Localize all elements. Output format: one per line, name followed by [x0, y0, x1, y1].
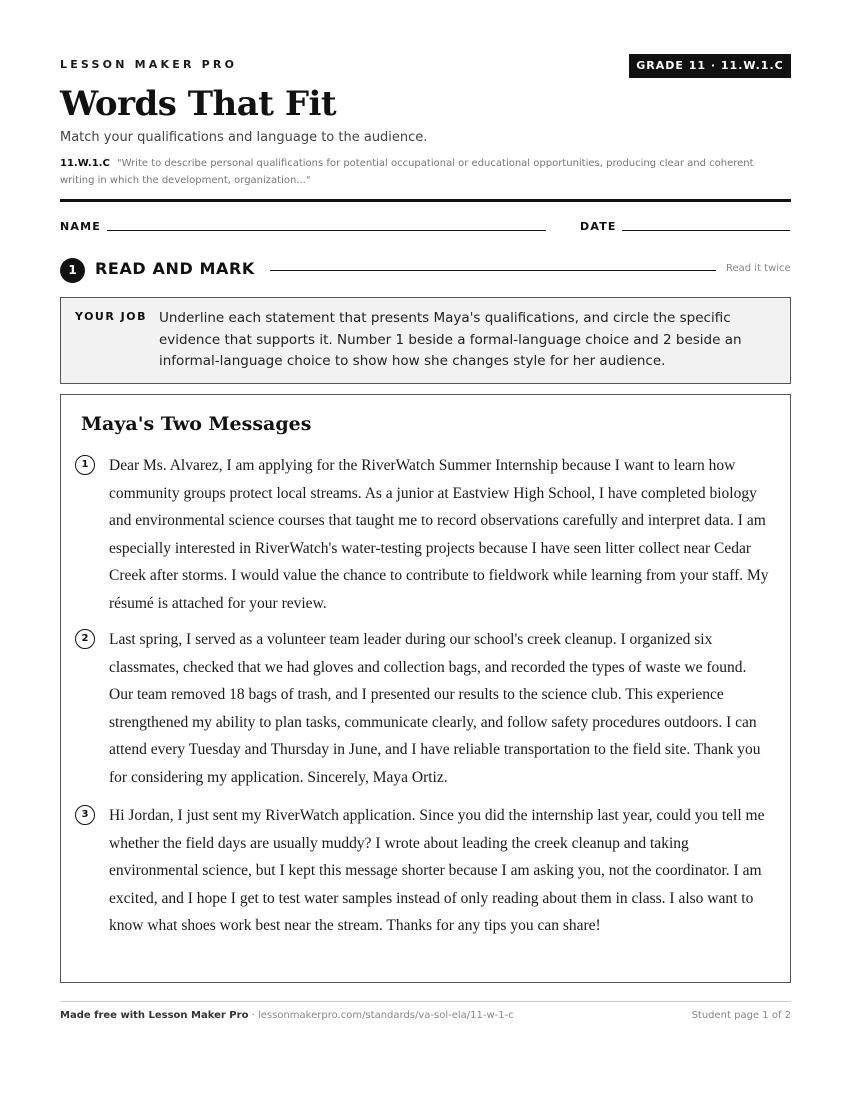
- footer-page-number: Student page 1 of 2: [691, 1010, 791, 1021]
- page-subtitle: Match your qualifications and language to the audience.: [60, 130, 428, 145]
- name-field[interactable]: [107, 230, 546, 231]
- section-divider: [270, 270, 716, 271]
- page-title: Words That Fit: [60, 84, 337, 124]
- brand-name: LESSON MAKER PRO: [60, 58, 238, 71]
- footer-made-with: Made free with Lesson Maker Pro: [60, 1010, 249, 1021]
- grade-badge: GRADE 11 · 11.W.1.C: [629, 54, 791, 78]
- header-divider: [60, 199, 791, 202]
- paragraph-text: Hi Jordan, I just sent my RiverWatch application. Since you did the internship last year, could you tell me whether the field days are usually muddy? I wrote about leading the creek cleanup and taking environmental science, but I kept this message shorter because I am asking you, not the coordinator. I am excited, and I hope I get to test water samples instead of only reading about them in class. I also want to know what shoes work best near the stream. Thanks for any tips you can share!: [109, 807, 765, 935]
- paragraph-text: Last spring, I served as a volunteer team leader during our school's creek cleanup. I organized six classmates, checked that we had gloves and collection bags, and recorded the types of waste we found. Our team removed 18 bags of trash, and I presented our results to the science club. This experience strengthened my ability to plan tasks, communicate clearly, and follow safety procedures outdoors. I can attend every Tuesday and Thursday in June, and I have reliable transportation to the field site. Thank you for considering my application. Sincerely, Maya Ortiz.: [109, 631, 761, 786]
- date-field[interactable]: [622, 230, 790, 231]
- standard-code: 11.W.1.C: [60, 158, 110, 169]
- paragraph-text: Dear Ms. Alvarez, I am applying for the RiverWatch Summer Internship because I want to learn how community groups protect local streams. As a junior at Eastview High School, I have completed biology and environmental science courses that taught me to record observations carefully and interpret data. I am especially interested in RiverWatch's water-testing projects because I have seen litter collect near Cedar Creek after storms. I would value the chance to contribute to fieldwork while learning from your staff. My résumé is attached for your review.: [109, 457, 769, 612]
- date-label: DATE: [580, 220, 617, 233]
- instructions-text: Underline each statement that presents Maya's qualifications, and circle the specific evidence that supports it. Number 1 beside a formal-language choice and 2 beside an informal-language choice to show how she changes style for her audience.: [159, 310, 742, 369]
- instructions-box: [60, 297, 791, 384]
- reading-title: Maya's Two Messages: [81, 413, 312, 435]
- footer-url[interactable]: · lessonmakerpro.com/standards/va-sol-ela/11-w-1-c: [248, 1010, 514, 1021]
- paragraph-number-badge: 2: [75, 629, 95, 649]
- instructions-label: YOUR JOB: [75, 310, 147, 323]
- name-label: NAME: [60, 220, 101, 233]
- section-title: READ AND MARK: [95, 259, 255, 278]
- footer-divider: [60, 1001, 791, 1002]
- paragraph-number-badge: 1: [75, 455, 95, 475]
- reading-passage-box: [60, 394, 791, 983]
- standard-description: [60, 155, 790, 189]
- paragraph-number-badge: 3: [75, 805, 95, 825]
- section-number-badge: 1: [60, 258, 85, 283]
- standard-text: "Write to describe personal qualifications for potential occupational or educational opportunities, producing clear and coherent writing in which the development, organization...": [60, 158, 754, 186]
- section-hint: Read it twice: [726, 263, 791, 274]
- footer-credit: [60, 1010, 514, 1021]
